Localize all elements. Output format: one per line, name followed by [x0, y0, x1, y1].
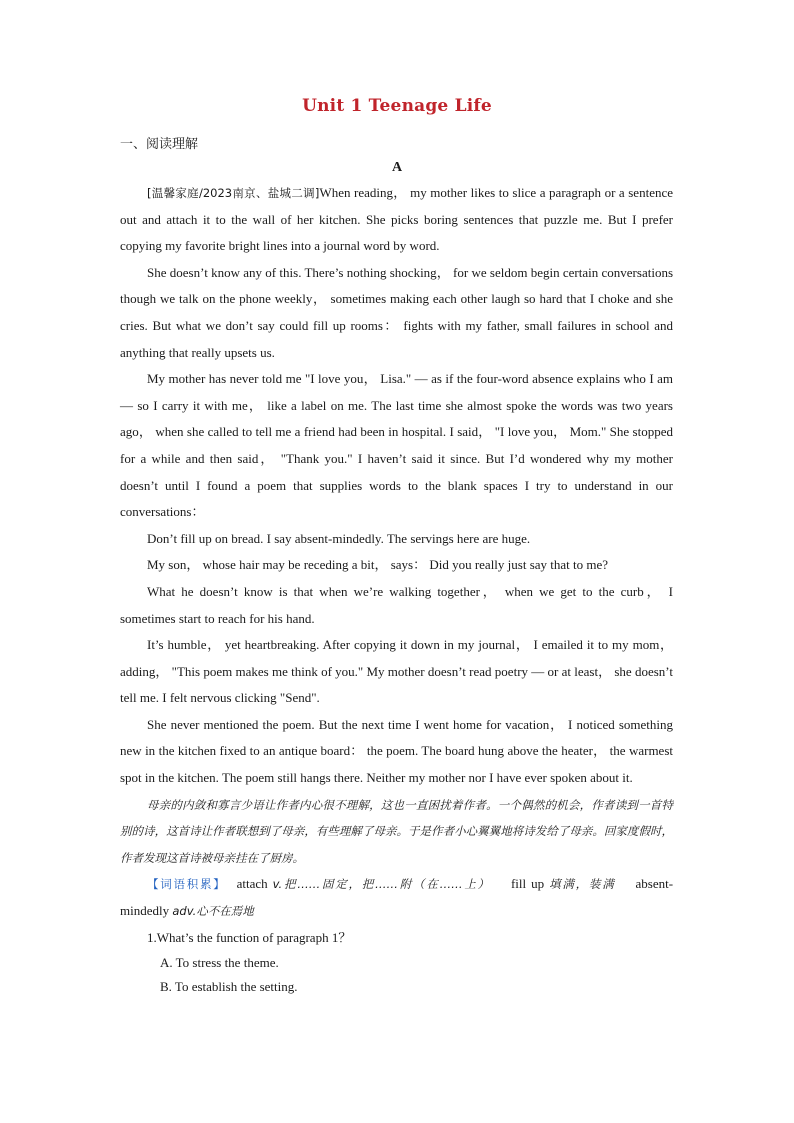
question-stem: 1.What’s the function of paragraph 1？: [147, 929, 352, 945]
question-option-a[interactable]: A. To stress the theme.: [160, 955, 279, 971]
source-note: [温馨家庭/2023南京、盐城二调]: [147, 186, 320, 200]
question-option-b[interactable]: B. To establish the setting.: [160, 979, 298, 995]
vocab-tag: 【词语积累】: [147, 877, 227, 892]
poem-line-1: Don’t fill up on bread. I say absent-mindedly. The servings here are huge.: [147, 530, 531, 546]
poem-line-3: What he doesn’t know is that when we’re walking together， when we get to the curb， I sometimes start to reach for his hand.: [120, 583, 673, 626]
vocab-note: 【词语积累】 attach v.把……固定，把……附（在……上） fill up 填满，装满 absent-mindedly adv.心不在焉地: [120, 876, 674, 919]
passage-summary: 母亲的内敛和寡言少语让作者内心很不理解，这也一直困扰着作者。一个偶然的机会，作者读到一首特别的诗，这首诗让作者联想到了母亲，有些理解了母亲。于是作者小心翼翼地将诗发给了母亲。回家度假时，作者发现这首诗被母亲挂在了厨房。: [120, 797, 673, 865]
paragraph-3: My mother has never told me "I love you， Lisa." — as if the four-word absence explains who I am — so I carry it with me， like a label on me. The last time she almost spoke the words was two years ago， when she called to tell me a friend had been in hospital. I said， "I love you， Mom." She stopped for a while and then said， "Thank you." I haven’t said it since. But I’d wondered why my mother doesn’t until I found a poem that supplies words to the blank spaces I try to understand in our conversations：: [120, 371, 673, 520]
paragraph-1: [温馨家庭/2023南京、盐城二调]When reading， my mother likes to slice a paragraph or a sentence out and attach it to the wall of her kitchen. She picks boring sentences that puzzle me. But I prefer copying my favorite bright lines into a journal word by word.: [120, 185, 674, 254]
section-heading: 一、阅读理解: [120, 137, 199, 152]
passage-body: [120, 180, 673, 999]
poem-line-2: My son， whose hair may be receding a bit， says： Did you really just say that to me?: [147, 557, 609, 573]
page-title: Unit 1 Teenage Life: [302, 96, 492, 116]
paragraph-7: It’s humble， yet heartbreaking. After copying it down in my journal， I emailed it to my mom， adding， "This poem makes me think of you." My mother doesn’t read poetry — or at least， she doesn’t tell me. I felt nervous clicking "Send".: [120, 637, 673, 706]
paragraph-2: She doesn’t know any of this. There’s nothing shocking， for we seldom begin certain conversations though we talk on the phone weekly， sometimes making each other laugh so hard that I choke and she cries. But what we don’t say could fill up rooms： fights with my father, small failures in school and anything that really upsets us.: [120, 264, 673, 360]
passage-label: A: [391, 160, 403, 175]
paragraph-8: She never mentioned the poem. But the next time I went home for vacation， I noticed something new in the kitchen fixed to an antique board： the poem. The board hung above the heater， the warmest spot in the kitchen. The poem still hangs there. Neither my mother nor I have ever spoken about it.: [120, 716, 673, 786]
